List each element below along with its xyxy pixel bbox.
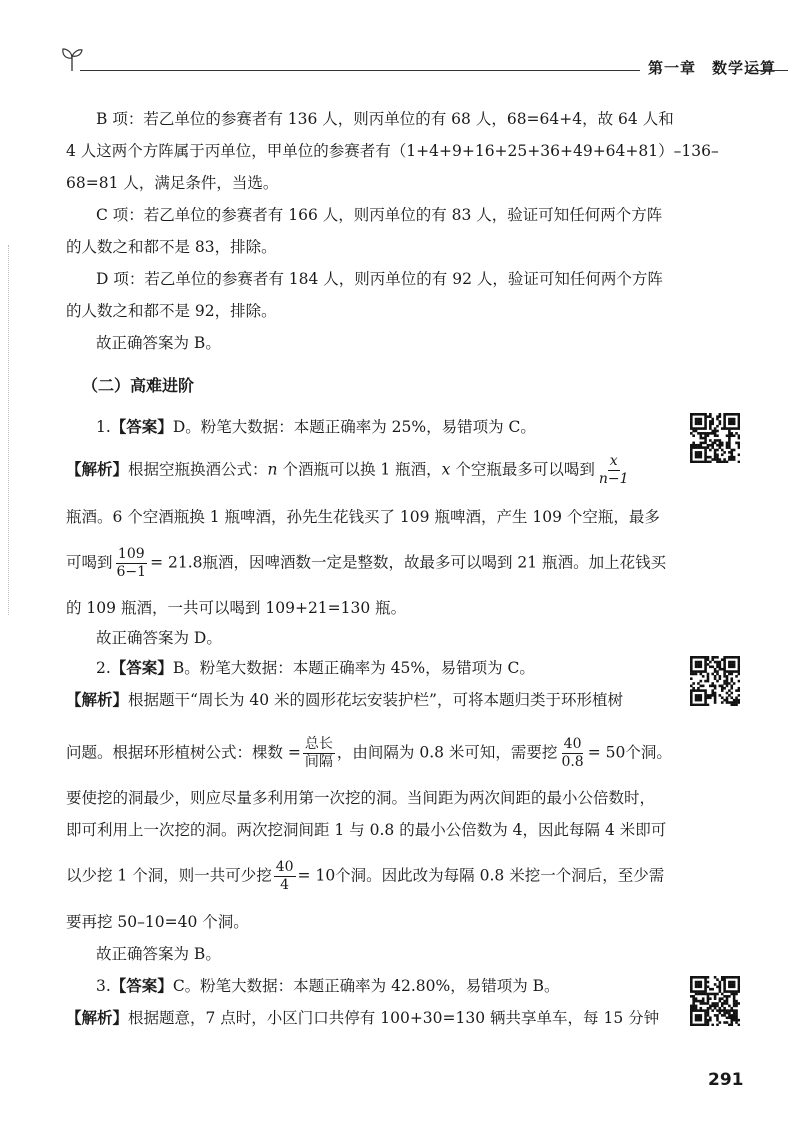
text-line: 即可利用上一次挖的洞。两次挖洞间距 1 与 0.8 的最小公倍数为 4，因此每隔 4 米即可 (66, 821, 667, 839)
text-line: D 项：若乙单位的参赛者有 184 人，则丙单位的有 92 人，验证可知任何两个方阵 (96, 270, 663, 288)
chapter-title: 第一章 数学运算 (648, 59, 777, 77)
question-1-answer (96, 417, 536, 437)
answer-line: 故正确答案为 B。 (96, 945, 221, 963)
explanation-line: 可喝到 $\frac{109}{6-1}$ = 21.8瓶酒，因啤酒数一定是整数，故最多可以喝到 21 瓶酒。加上花钱买 (66, 546, 667, 580)
answer-text: D。粉笔大数据：本题正确率为 25%，易错项为 C。 (172, 418, 536, 436)
fraction: $\frac{\text{总长}}{\text{间隔}}$ (304, 736, 333, 770)
qr-code-icon[interactable] (690, 656, 740, 706)
qr-code-icon[interactable] (690, 413, 740, 463)
text-line: 68=81 人，满足条件，当选。 (66, 174, 279, 192)
explanation-line: 问题。根据环形植树公式：棵数 = $\frac{\text{总长}}{\text{间隔}}$ ，由间隔为 0.8 米可知，需要挖 $\frac{40}{0.8}$ = 50个洞。 (66, 736, 672, 770)
fraction: $\frac{109}{6-1}$ (116, 546, 147, 580)
text-line: 的 109 瓶酒，一共可以喝到 109+21=130 瓶。 (66, 599, 407, 617)
header-rule-right (746, 70, 788, 71)
question-3-answer: 3.【答案】C。粉笔大数据：本题正确率为 42.80%，易错项为 B。 (96, 977, 560, 995)
explanation-line: 以少挖 1 个洞，则一共可少挖 $\frac{40}{4}$ = 10个洞。因此改为每隔 0.8 米挖一个洞后，至少需 (66, 859, 665, 893)
fraction: $\frac{40}{4}$ (275, 859, 294, 893)
page-number: 291 (708, 1070, 744, 1090)
text-line: 要再挖 50–10=40 个洞。 (66, 913, 249, 931)
explanation-line: 【解析】根据空瓶换酒公式：n 个酒瓶可以换 1 瓶酒，x 个空瓶最多可以喝到 $\frac{x}{n-1}$ (66, 453, 629, 487)
answer-line: 故正确答案为 B。 (96, 334, 221, 352)
header-rule (80, 70, 640, 71)
text-line: 要使挖的洞最少，则应尽量多利用第一次挖的洞。当间距为两次间距的最小公倍数时， (66, 789, 656, 807)
question-2-answer: 2.【答案】B。粉笔大数据：本题正确率为 45%，易错项为 C。 (96, 659, 535, 677)
explanation-line: 【解析】根据题干“周长为 40 米的圆形花坛安装护栏”，可将本题归类于环形植树 (66, 691, 623, 709)
leaf-ornament-icon (60, 46, 84, 72)
text-line: 4 人这两个方阵属于丙单位，甲单位的参赛者有（1+4+9+16+25+36+49+64+81）–136– (66, 142, 719, 160)
explanation-tag: 【解析】 (66, 460, 129, 479)
page-header (58, 48, 788, 78)
binding-edge (8, 245, 9, 615)
text-line: 的人数之和都不是 92，排除。 (66, 302, 277, 320)
text-line: 瓶酒。6 个空酒瓶换 1 瓶啤酒，孙先生花钱买了 109 瓶啤酒，产生 109 个空瓶，最多 (66, 508, 660, 526)
text-line: B 项：若乙单位的参赛者有 136 人，则丙单位的有 68 人，68=64+4，故 64 人和 (96, 110, 674, 128)
section-heading: （二）高难进阶 (82, 376, 195, 395)
text-line: 的人数之和都不是 83，排除。 (66, 238, 277, 256)
question-number: 1. (96, 418, 111, 436)
text-line: C 项：若乙单位的参赛者有 166 人，则丙单位的有 83 人，验证可知任何两个方阵 (96, 206, 663, 224)
qr-code-icon[interactable] (690, 976, 740, 1026)
answer-tag: 【答案】 (110, 418, 173, 436)
answer-line: 故正确答案为 D。 (96, 629, 222, 647)
explanation-line: 【解析】根据题意，7 点时，小区门口共停有 100+30=130 辆共享单车，每 15 分钟 (66, 1009, 660, 1027)
fraction: $\frac{40}{0.8}$ (561, 736, 584, 770)
fraction: $\frac{x}{n-1}$ (598, 453, 629, 487)
